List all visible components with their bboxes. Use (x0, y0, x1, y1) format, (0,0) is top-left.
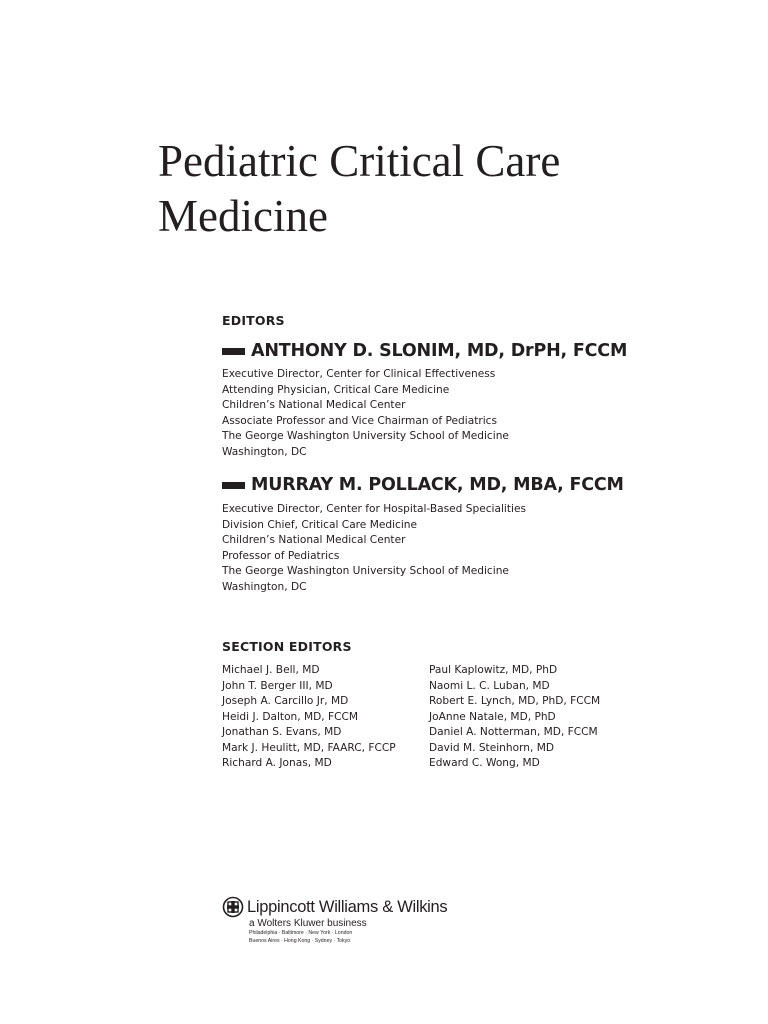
publisher-subtitle: a Wolters Kluwer business (249, 918, 367, 929)
section-editor: Daniel A. Notterman, MD, FCCM (429, 726, 598, 738)
section-editors-right-column (429, 663, 600, 772)
editor-2-name: MURRAY M. POLLACK, MD, MBA, FCCM (251, 475, 624, 495)
publisher-name: Lippincott Williams & Wilkins (247, 897, 448, 916)
section-editor: Jonathan S. Evans, MD (222, 726, 342, 738)
book-title-line-2: Medicine (158, 191, 328, 241)
section-editor: Robert E. Lynch, MD, PhD, FCCM (429, 695, 601, 707)
affiliation-line: The George Washington University School of Medicine (222, 430, 509, 442)
section-editor: Mark J. Heulitt, MD, FAARC, FCCP (222, 741, 396, 754)
section-editor: Heidi J. Dalton, MD, FCCM (222, 710, 359, 723)
section-editor: Edward C. Wong, MD (429, 757, 540, 769)
section-editor: John T. Berger III, MD (222, 679, 333, 692)
affiliation-line: Executive Director, Center for Hospital-Based Specialities (222, 503, 526, 515)
editors-heading: EDITORS (222, 313, 285, 328)
publisher-block (222, 896, 447, 945)
section-editors-left-column (222, 663, 396, 772)
section-editor: Naomi L. C. Luban, MD (429, 679, 550, 692)
publisher-cities-line-1: Philadelphia · Baltimore · New York · London (249, 930, 353, 936)
affiliation-line: Executive Director, Center for Clinical Effectiveness (222, 368, 496, 380)
book-title-line-1: Pediatric Critical Care (158, 136, 561, 186)
publisher-cities-line-2: Buenos Aires · Hong Kong · Sydney · Tokyo (249, 937, 351, 944)
affiliation-line: The George Washington University School of Medicine (222, 565, 509, 577)
affiliation-line: Children’s National Medical Center (222, 399, 406, 411)
editor-1-affiliations (222, 367, 509, 460)
section-editor: Paul Kaplowitz, MD, PhD (429, 664, 558, 676)
section-editor: Richard A. Jonas, MD (222, 757, 332, 769)
affiliation-line: Division Chief, Critical Care Medicine (222, 518, 418, 531)
affiliation-line: Washington, DC (222, 580, 307, 593)
section-editor: David M. Steinhorn, MD (429, 741, 554, 754)
section-editor: Joseph A. Carcillo Jr, MD (222, 695, 349, 707)
section-editors-heading: SECTION EDITORS (222, 639, 352, 654)
bullet-bar-icon (222, 482, 245, 489)
affiliation-line: Associate Professor and Vice Chairman of Pediatrics (222, 414, 497, 427)
section-editor: Michael J. Bell, MD (222, 664, 320, 676)
editor-2 (222, 473, 624, 497)
editor-2-affiliations (222, 502, 526, 595)
affiliation-line: Washington, DC (222, 445, 307, 458)
bullet-bar-icon (222, 348, 245, 355)
affiliation-line: Attending Physician, Critical Care Medicine (222, 383, 450, 396)
affiliation-line: Children’s National Medical Center (222, 534, 406, 546)
editor-1 (222, 339, 627, 363)
affiliation-line: Professor of Pediatrics (222, 549, 340, 562)
editor-1-name: ANTHONY D. SLONIM, MD, DrPH, FCCM (251, 341, 628, 361)
lww-logo-icon (222, 896, 244, 918)
section-editor: JoAnne Natale, MD, PhD (429, 710, 556, 723)
